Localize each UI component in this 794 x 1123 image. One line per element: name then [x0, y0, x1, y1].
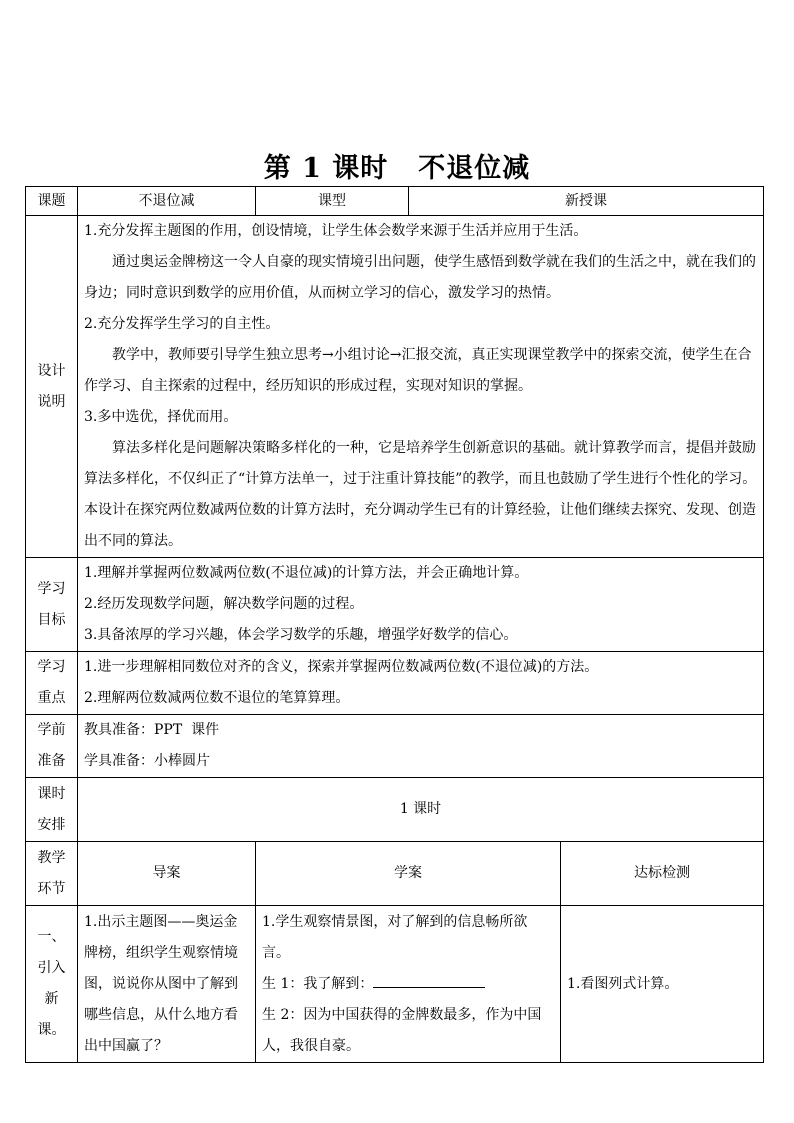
design-paragraph: 教学中，教师要引导学生独立思考→小组讨论→汇报交流，真正实现课堂教学中的探索交流，使学生在合作学习、自主探索的过程中，经历知识的形成过程，实现对知识的掌握。 [84, 347, 752, 394]
goals-label: 学习 目标 [26, 558, 78, 652]
design-paragraph: 3.多中选优，择优而用。 [84, 409, 238, 425]
goals-row [26, 558, 764, 652]
prep-content [78, 715, 764, 778]
type-value: 新授课 [409, 187, 764, 216]
schedule-label: 课时 安排 [26, 778, 78, 842]
check-column-header: 达标检测 [561, 842, 764, 906]
goals-content [78, 558, 764, 652]
key-point-item: 2.理解两位数减两位数不退位的笔算算理。 [84, 690, 350, 706]
topic-value: 不退位减 [78, 187, 256, 216]
step1-row [26, 906, 764, 1063]
prep-item: 学具准备：小棒圆片 [84, 753, 210, 769]
answer-blank [373, 973, 485, 988]
schedule-value: 1 课时 [78, 778, 764, 842]
prep-item: 教具准备：PPT 课件 [84, 722, 220, 738]
goal-item: 3.具备浓厚的学习兴趣，体会学习数学的乐趣，增强学好数学的信心。 [84, 627, 518, 643]
key-points-content [78, 652, 764, 715]
design-paragraph: 2.充分发挥学生学习的自主性。 [84, 316, 280, 332]
key-point-item: 1.进一步理解相同数位对齐的含义，探索并掌握两位数减两位数(不退位减)的方法。 [84, 659, 599, 675]
type-label: 课型 [256, 187, 409, 216]
prep-label: 学前 准备 [26, 715, 78, 778]
design-paragraph: 算法多样化是问题解决策略多样化的一种，它是培养学生创新意识的基础。就计算教学而言，提倡并鼓励算法多样化，不仅纠正了“计算方法单一，过于注重计算技能”的教学，而且也鼓励了学生进行个性化的学习。本设计在探究两位数减两位数的计算方法时，充分调动学生已有的计算经验，让他们继续去探究、发现、创造出不同的算法。 [84, 440, 757, 549]
step1-guide: 1.出示主题图——奥运金牌榜，组织学生观察情境图，说说你从图中了解到哪些信息，从什么地方看出中国赢了？ [78, 906, 256, 1063]
step1-check: 1.看图列式计算。 [561, 906, 764, 1063]
schedule-row [26, 778, 764, 842]
page-title: 第 1 课时 不退位减 [263, 153, 531, 184]
key-points-label: 学习 重点 [26, 652, 78, 715]
lesson-plan-table [25, 186, 764, 1063]
guide-column-header: 导案 [78, 842, 256, 906]
design-row [26, 216, 764, 558]
design-content [78, 216, 764, 558]
goal-item: 2.经历发现数学问题，解决数学问题的过程。 [84, 596, 364, 612]
goal-item: 1.理解并掌握两位数减两位数(不退位减)的计算方法，并会正确地计算。 [84, 565, 529, 581]
topic-label: 课题 [26, 187, 78, 216]
step1-study: 1.学生观察情景图，对了解到的信息畅所欲言。 生 1：我了解到： 生 2：因为中国获得的金牌数最多，作为中国人，我很自豪。 [256, 906, 561, 1063]
topic-row [26, 187, 764, 216]
design-label: 设计 说明 [26, 216, 78, 558]
study-column-header: 学案 [256, 842, 561, 906]
steps-header-label: 教学 环节 [26, 842, 78, 906]
steps-header-row [26, 842, 764, 906]
prep-row [26, 715, 764, 778]
design-paragraph: 1.充分发挥主题图的作用，创设情境，让学生体会数学来源于生活并应用于生活。 [84, 223, 588, 239]
design-paragraph: 通过奥运金牌榜这一令人自豪的现实情境引出问题，使学生感悟到数学就在我们的生活之中，就在我们的身边；同时意识到数学的应用价值，从而树立学习的信心，激发学习的热情。 [84, 254, 756, 301]
step1-label: 一、 引入 新课。 [26, 906, 78, 1063]
key-points-row [26, 652, 764, 715]
